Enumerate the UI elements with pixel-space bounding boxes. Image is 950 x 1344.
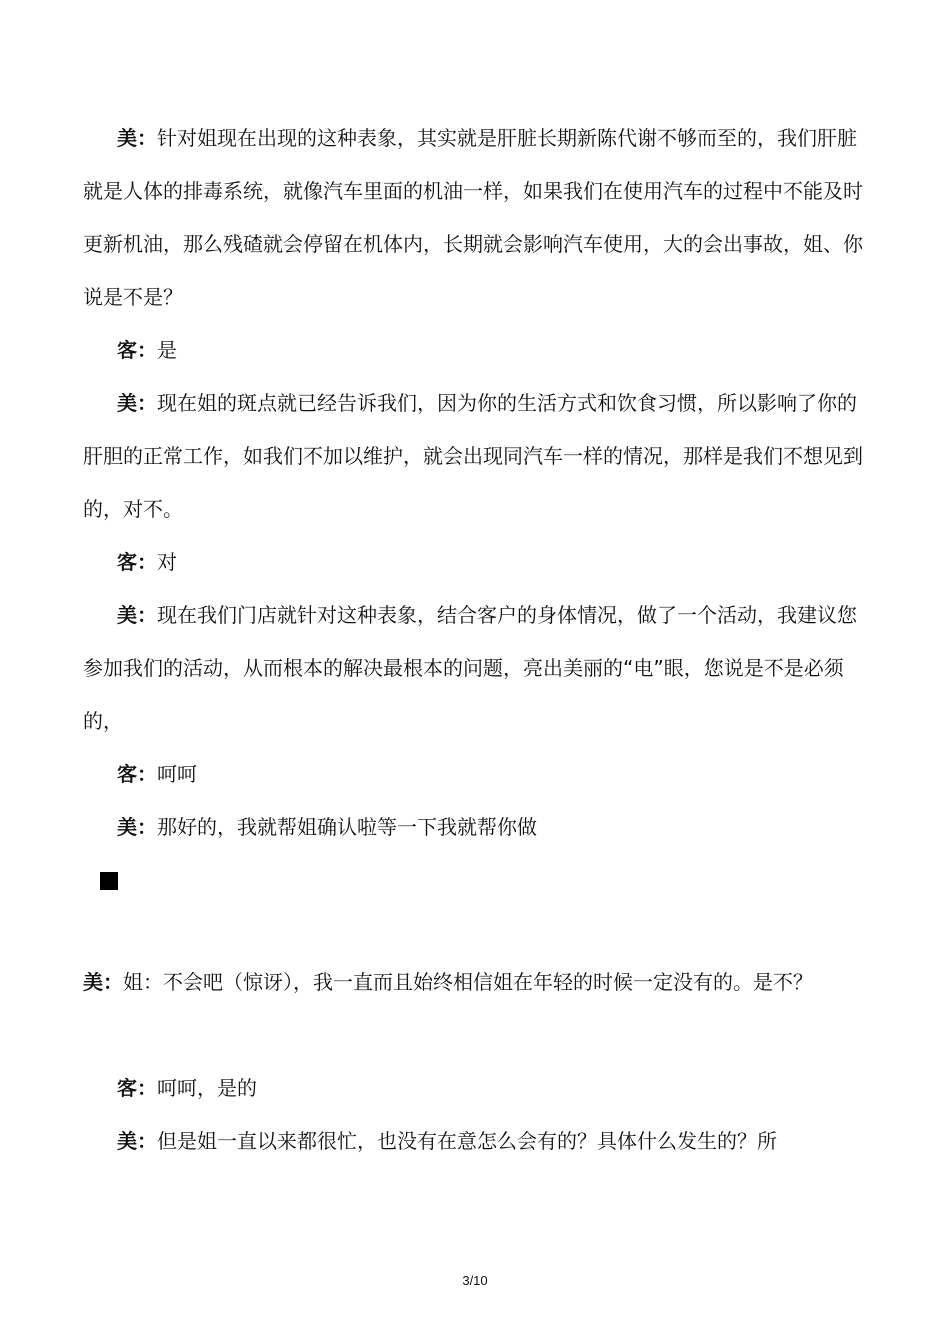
speaker-label: 美：: [117, 1129, 157, 1153]
dialogue-paragraph: [83, 1062, 869, 1115]
dialogue-text: 现在姐的斑点就已经告诉我们，因为你的生活方式和饮食习惯，所以影响了你的肝胆的正常工作，如我们不加以维护，就会出现同汽车一样的情况，那样是我们不想见到的，对不。: [83, 391, 863, 521]
dialogue-text: 针对姐现在出现的这种表象，其实就是肝脏长期新陈代谢不够而至的，我们肝脏就是人体的排毒系统，就像汽车里面的机油一样，如果我们在使用汽车的过程中不能及时更新机油，那么残碴就会停留在机体内，长期就会影响汽车使用，大的会出事故，姐、你说是不是？: [83, 126, 863, 309]
dialogue-text: 是: [157, 338, 177, 362]
dialogue-paragraph: [83, 1115, 869, 1168]
dialogue-paragraph: [83, 377, 869, 536]
dialogue-paragraph: [83, 536, 869, 589]
dialogue-paragraph: [83, 112, 869, 324]
speaker-label: 客：: [117, 762, 157, 786]
dialogue-paragraph: [83, 324, 869, 377]
page-number: 3/10: [462, 1273, 488, 1288]
dialogue-text: 但是姐一直以来都很忙，也没有在意怎么会有的？具体什么发生的？所: [157, 1129, 777, 1153]
square-bullet-icon: [100, 872, 118, 890]
dialogue-text: 现在我们门店就针对这种表象，结合客户的身体情况，做了一个活动，我建议您参加我们的活动，从而根本的解决最根本的问题，亮出美丽的“电”眼，您说是不是必须的，: [83, 603, 857, 733]
dialogue-paragraph: [83, 956, 869, 1009]
dialogue-paragraph: [83, 589, 869, 748]
speaker-label: 美：: [83, 970, 123, 994]
dialogue-text: 姐：不会吧（惊讶），我一直而且始终相信姐在年轻的时候一定没有的。是不？: [123, 970, 813, 994]
dialogue-text: 对: [157, 550, 177, 574]
speaker-label: 客：: [117, 338, 157, 362]
speaker-label: 客：: [117, 1076, 157, 1100]
dialogue-text: 呵呵: [157, 762, 197, 786]
dialogue-paragraph: [83, 748, 869, 801]
speaker-label: 美：: [117, 391, 157, 415]
speaker-label: 美：: [117, 126, 157, 150]
dialogue-paragraph: [83, 801, 869, 854]
dialogue-text: 呵呵，是的: [157, 1076, 257, 1100]
speaker-label: 美：: [117, 603, 157, 627]
dialogue-text: 那好的，我就帮姐确认啦等一下我就帮你做: [157, 815, 537, 839]
speaker-label: 美：: [117, 815, 157, 839]
speaker-label: 客：: [117, 550, 157, 574]
